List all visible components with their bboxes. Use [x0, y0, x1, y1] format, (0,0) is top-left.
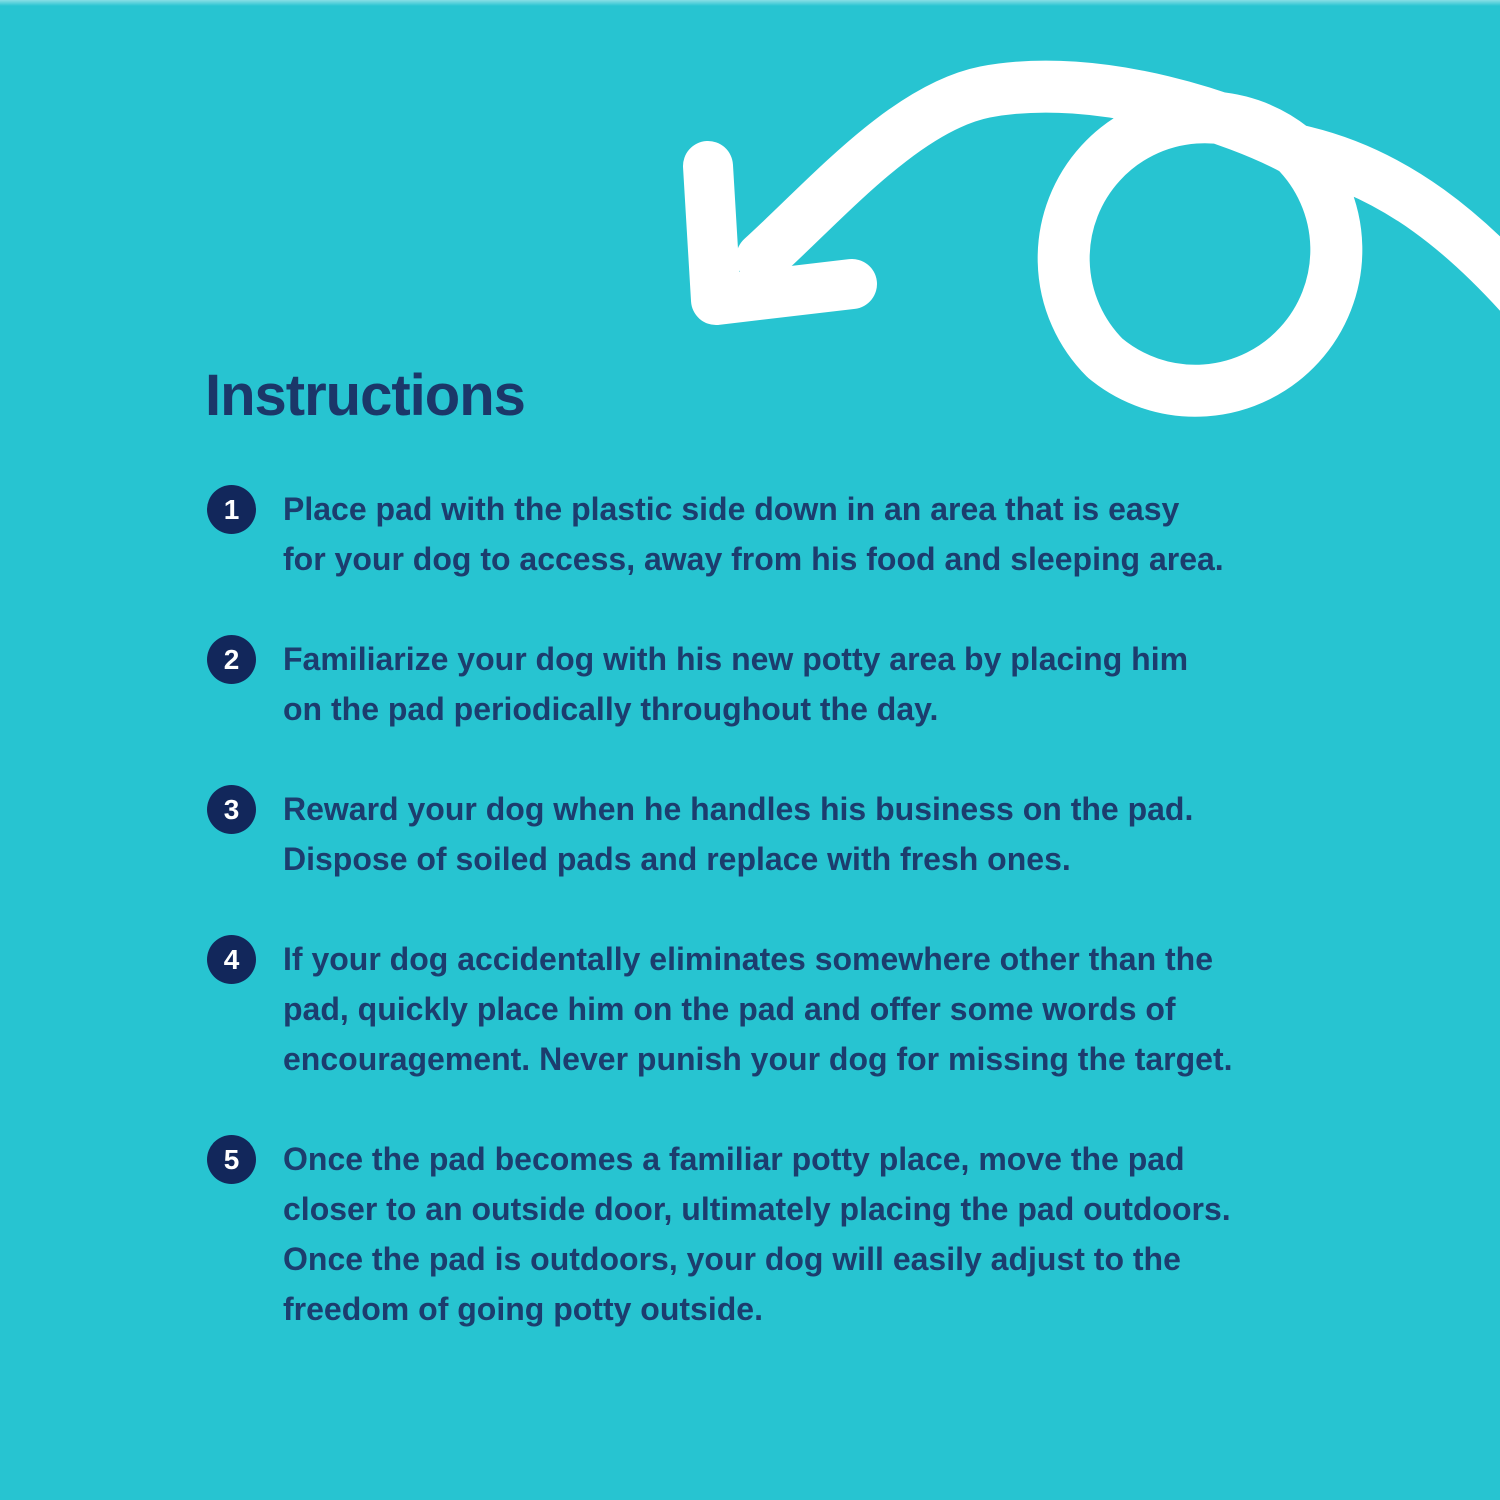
step-text-line: pad, quickly place him on the pad and offer some words of: [283, 991, 1176, 1027]
page-title: Instructions: [205, 363, 525, 428]
step-number-badge: 3: [207, 785, 256, 834]
step-text: [283, 934, 1232, 1084]
step-text-line: Once the pad is outdoors, your dog will easily adjust to the: [283, 1241, 1181, 1277]
steps-list: [207, 484, 1357, 1384]
step-text-line: on the pad periodically throughout the day.: [283, 691, 939, 727]
step-text-line: Reward your dog when he handles his business on the pad.: [283, 791, 1194, 827]
step-number-badge: 2: [207, 635, 256, 684]
step-text-line: for your dog to access, away from his food and sleeping area.: [283, 541, 1224, 577]
step-item-4: [207, 934, 1357, 1084]
step-item-2: [207, 634, 1357, 734]
step-text: [283, 784, 1193, 884]
step-text-line: Familiarize your dog with his new potty area by placing him: [283, 641, 1189, 677]
step-number-badge: 1: [207, 485, 256, 534]
step-item-3: [207, 784, 1357, 884]
step-text: [283, 484, 1224, 584]
step-text-line: encouragement. Never punish your dog for missing the target.: [283, 1041, 1233, 1077]
arrow-shaft: [762, 87, 1500, 391]
step-text-line: closer to an outside door, ultimately placing the pad outdoors.: [283, 1191, 1231, 1227]
step-number-badge: 5: [207, 1135, 256, 1184]
step-text-line: freedom of going potty outside.: [283, 1291, 763, 1327]
step-text: [283, 634, 1188, 734]
step-text: [283, 1134, 1231, 1334]
step-item-5: [207, 1134, 1357, 1334]
step-text-line: If your dog accidentally eliminates somewhere other than the: [283, 941, 1213, 977]
step-text-line: Place pad with the plastic side down in an area that is easy: [283, 491, 1180, 527]
step-item-1: [207, 484, 1357, 584]
step-text-line: Once the pad becomes a familiar potty place, move the pad: [283, 1141, 1185, 1177]
step-number-badge: 4: [207, 935, 256, 984]
step-text-line: Dispose of soiled pads and replace with fresh ones.: [283, 841, 1071, 877]
